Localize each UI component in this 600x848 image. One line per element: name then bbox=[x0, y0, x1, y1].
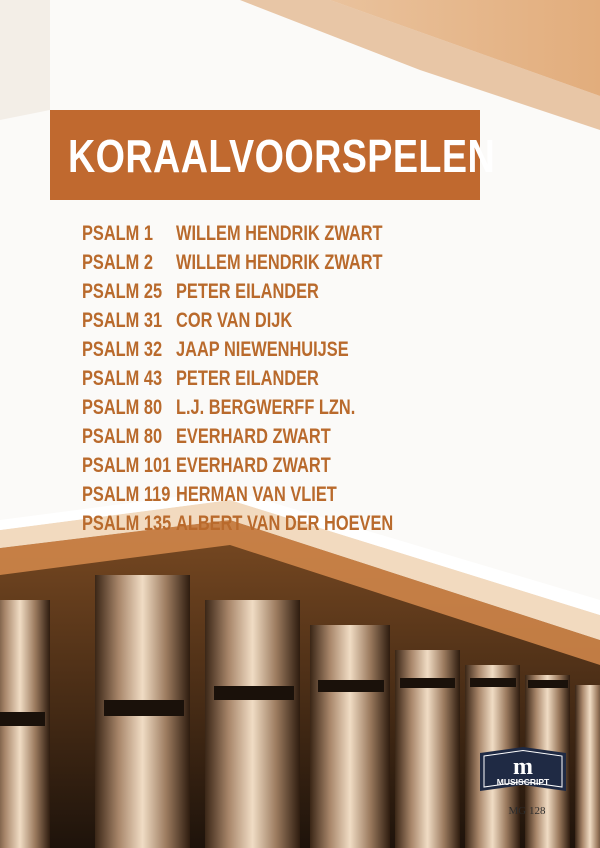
list-item bbox=[82, 451, 454, 480]
composer-name: PETER EILANDER bbox=[176, 367, 319, 390]
list-item bbox=[82, 219, 454, 248]
composer-name: EVERHARD ZWART bbox=[176, 425, 331, 448]
composer-name: L.J. BERGWERFF LZN. bbox=[176, 396, 356, 419]
composer-name: COR VAN DIJK bbox=[176, 309, 293, 332]
psalm-number: PSALM 80 bbox=[82, 425, 163, 448]
composer-name: ALBERT VAN DER HOEVEN bbox=[176, 512, 394, 535]
composer-name: EVERHARD ZWART bbox=[176, 454, 331, 477]
list-item bbox=[82, 480, 454, 509]
page-title: KORAALVOORSPELEN bbox=[68, 130, 496, 182]
psalm-number: PSALM 135 bbox=[82, 512, 172, 535]
list-item bbox=[82, 277, 454, 306]
psalm-number: PSALM 101 bbox=[82, 454, 172, 477]
logo-name: MUSISCRIPT bbox=[496, 777, 550, 787]
psalm-number: PSALM 80 bbox=[82, 396, 163, 419]
psalm-number: PSALM 31 bbox=[82, 309, 163, 332]
composer-name: WILLEM HENDRIK ZWART bbox=[176, 251, 383, 274]
logo-letter: m bbox=[513, 754, 533, 780]
psalm-number: PSALM 1 bbox=[82, 222, 153, 245]
list-item bbox=[82, 335, 454, 364]
psalm-number: PSALM 32 bbox=[82, 338, 163, 361]
list-item bbox=[82, 306, 454, 335]
composer-name: WILLEM HENDRIK ZWART bbox=[176, 222, 383, 245]
composer-name: JAAP NIEWENHUIJSE bbox=[176, 338, 349, 361]
psalm-number: PSALM 119 bbox=[82, 483, 171, 506]
psalm-number: PSALM 43 bbox=[82, 367, 163, 390]
top-left-shade bbox=[0, 0, 50, 120]
composer-name: PETER EILANDER bbox=[176, 280, 319, 303]
list-item bbox=[82, 509, 454, 538]
list-item bbox=[82, 393, 454, 422]
list-item bbox=[82, 248, 454, 277]
composer-name: HERMAN VAN VLIET bbox=[176, 483, 337, 506]
musiscript-logo bbox=[478, 745, 568, 793]
list-item bbox=[82, 364, 454, 393]
psalm-list bbox=[82, 219, 454, 538]
catalog-number: MG 128 bbox=[508, 805, 546, 817]
list-item bbox=[82, 422, 454, 451]
psalm-number: PSALM 2 bbox=[82, 251, 153, 274]
psalm-number: PSALM 25 bbox=[82, 280, 163, 303]
